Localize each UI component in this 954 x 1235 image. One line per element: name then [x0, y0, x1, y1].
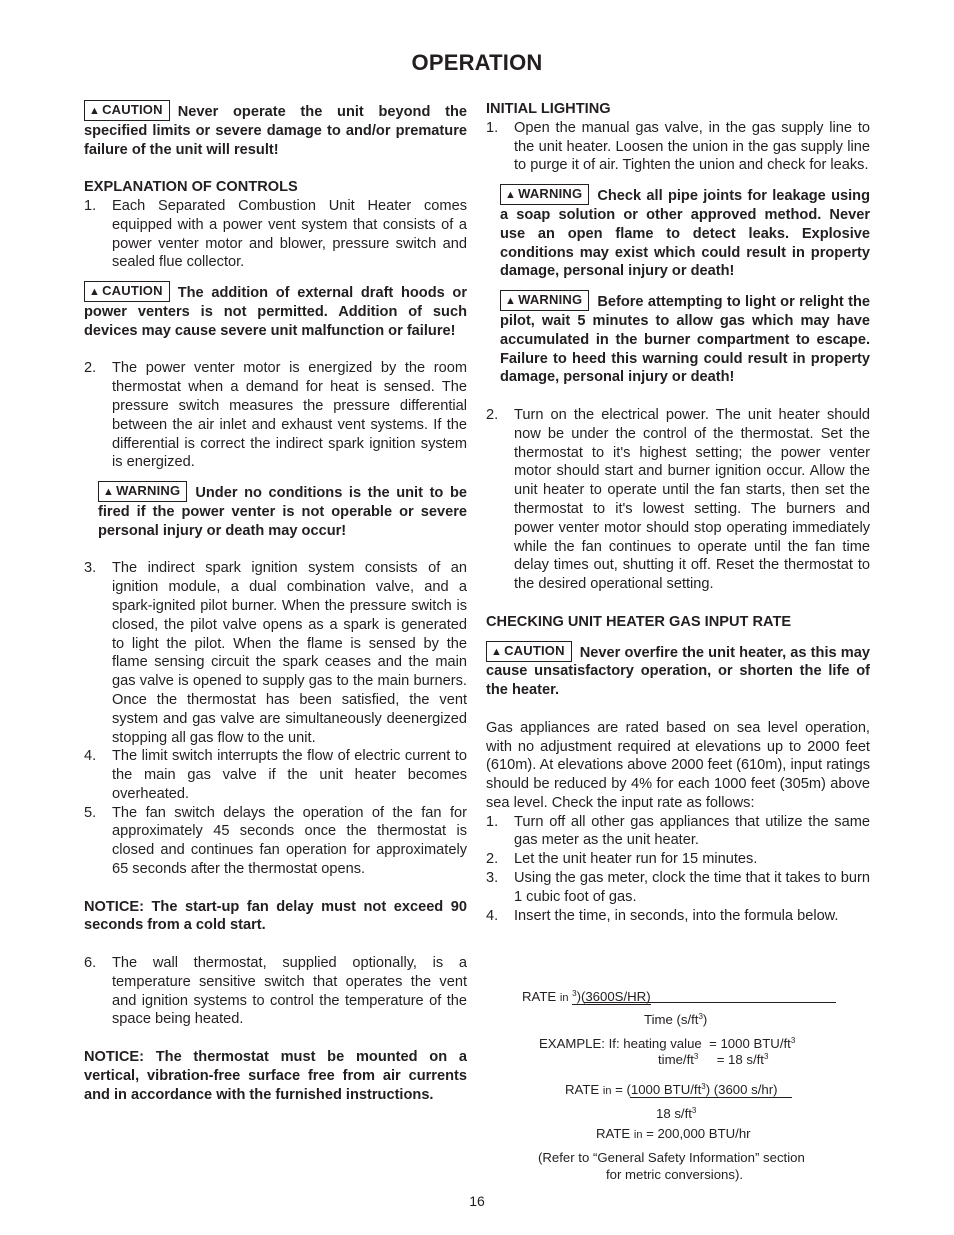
warning-triangle-icon: ▲ — [505, 189, 517, 202]
caution-badge: ▲ CAUTION — [84, 100, 170, 121]
gas-rating-paragraph: Gas appliances are rated based on sea level operation, with no adjustment required at elevations up to 2000 feet (610m). At elevations above 2000 feet (610m), input ratings should be reduced by 4% for each 1000 feet (305m) above sea level. Check the input rate as follows: — [486, 719, 870, 811]
warning-triangle-icon: ▲ — [505, 295, 517, 308]
caution-notice-operating-limits — [84, 100, 467, 159]
warning-triangle-icon: ▲ — [103, 486, 115, 499]
list-item: 4. The limit switch interrupts the flow of electric current to the main gas valve if the unit heater becomes overheated. — [84, 748, 467, 802]
metric-note-line: for metric conversions). — [606, 1167, 744, 1182]
list-item: 2. Let the unit heater run for 15 minutes. — [486, 851, 758, 868]
left-column — [84, 100, 467, 1104]
section-heading-initial-lighting: INITIAL LIGHTING — [486, 101, 611, 117]
caution-text: Never operate the unit beyond the specified limits or severe damage to and/or premature failure of the unit will result! — [84, 104, 467, 158]
section-heading-controls: EXPLANATION OF CONTROLS — [84, 179, 298, 196]
right-column — [486, 100, 870, 925]
warning-triangle-icon: ▲ — [89, 286, 101, 299]
page-title: OPERATION — [411, 50, 543, 75]
fraction-bar — [584, 1002, 836, 1003]
list-item: 2. Turn on the electrical power. The unit heater should now be under the control of the thermostat. Set the thermostat to it's highest setting; the power venter motor should start and burner ignition occur. Allow the unit heater to operate until the fan starts, then set the thermostat to it's lowest setting. The burners and power venter motor should stop operating immediately while the fan continues to operate until the fan time delay times out, shutting it off. Reset the thermostat to the desired operational setting. — [486, 406, 870, 593]
warning-text: Under no conditions is the unit to be fired if the power venter is not operable or severe personal injury or death may occur! — [98, 485, 467, 539]
formula-numerator: RATE in $^3$)(3600S/HR) — [522, 989, 651, 1004]
warning-triangle-icon: ▲ — [491, 645, 503, 658]
warning-text: Check all pipe joints for leakage using a soap solution or other approved method. Never use an open flame to detect leaks. Explosive conditions may exist which could result in property damage, personal injury or death! — [500, 188, 870, 280]
list-item: 4. Insert the time, in seconds, into the formula below. — [486, 907, 839, 924]
list-item: 1. Turn off all other gas appliances that utilize the same gas meter as the unit heater. — [486, 813, 870, 849]
warning-text: Before attempting to light or relight the pilot, wait 5 minutes to allow gas which may have accumulated in the burner compartment to escape. Failure to heed this warning could result in property damage, personal injury or death! — [500, 294, 870, 386]
section-heading-gas-input-rate: CHECKING UNIT HEATER GAS INPUT RATE — [486, 613, 792, 630]
example-rate-result: RATE in = 200,000 BTU/hr — [596, 1126, 751, 1141]
page-number: 16 — [469, 1193, 485, 1209]
warning-notice-power-venter — [98, 481, 467, 540]
example-time: time/$ft^3$ = 18 $s/ft^3$ — [658, 1052, 769, 1067]
warning-triangle-icon: ▲ — [89, 105, 101, 117]
caution-notice-draft-hoods — [84, 281, 467, 340]
list-item: 3. Using the gas meter, clock the time that it takes to burn 1 cubic foot of gas. — [486, 870, 870, 905]
list-item: 1. Each Separated Combustion Unit Heater comes equipped with a power vent system that consists of a power venter motor and blower, pressure switch and sealed flue collector. — [84, 197, 467, 271]
caution-text: Never overfire the unit heater, as this may cause unsatisfactory operation, or shorten the life of the heater. — [486, 644, 870, 699]
caution-badge: ▲ CAUTION — [486, 641, 572, 662]
list-item: 5. The fan switch delays the operation of the fan for approximately 45 seconds once the thermostat is closed and continues fan operation for approximately 65 seconds after the thermostat opens. — [84, 804, 467, 878]
caution-badge: ▲ CAUTION — [84, 281, 170, 302]
fraction-bar — [630, 1097, 792, 1098]
example-rate-numerator: RATE in = (1000 BTU/$ft^3$) (3600 s/hr) — [565, 1082, 778, 1097]
list-item: 6. The wall thermostat, supplied optionally, is a temperature sensitive switch that operates the vent and ignition systems to control the temperature of the space being heated. — [84, 955, 467, 1028]
notice-thermostat-mounting: NOTICE: The thermostat must be mounted on a vertical, vibration-free surface free from air currents and in accordance with the furnished instructions. — [84, 1049, 467, 1103]
metric-note-line: (Refer to “General Safety Information” section — [538, 1150, 805, 1165]
warning-badge: ▲ WARNING — [500, 290, 589, 311]
list-item: 3. The indirect spark ignition system consists of an ignition module, a dual combination valve, and a spark-ignited pilot burner. When the pressure switch is closed, the pilot valve opens as a spark is generated to light the pilot. When the flame is sensed by the flame sensing circuit the spark ceases and the main gas valve is opened to supply gas to the main burners. Once the thermostat has been satisfied, the vent system and gas valve are simultaneously deenergized stopping all gas flow to the unit. — [84, 560, 467, 746]
warning-badge: ▲ WARNING — [98, 481, 187, 502]
notice-fan-delay: NOTICE: The start-up fan delay must not exceed 90 seconds from a cold start. — [84, 898, 467, 934]
formula-denominator: Time $(s/ft^3)$ — [644, 1012, 708, 1027]
caution-notice-overfire — [486, 641, 870, 700]
example-rate-denominator: 18 $s/ft^3$ — [656, 1106, 697, 1121]
example-heating-value: EXAMPLE: If: heating value = 1000 BTU/$ft^3$ — [539, 1036, 796, 1051]
caution-text: The addition of external draft hoods or power venters is not permitted. Addition of such devices may cause severe unit malfunction or failure! — [84, 285, 467, 339]
list-item: 1. Open the manual gas valve, in the gas supply line to the unit heater. Loosen the union in the gas supply line to purge it of air. Tighten the union and check for leaks. — [486, 119, 870, 174]
warning-notice-leak-check — [500, 184, 870, 281]
warning-notice-relight-wait — [500, 290, 870, 387]
list-item: 2. The power venter motor is energized by the room thermostat when a demand for heat is sensed. The pressure switch measures the pressure differential between the air inlet and exhaust vent systems. If the differential is correct the indirect spark ignition system is energized. — [84, 360, 467, 471]
warning-badge: ▲ WARNING — [500, 184, 589, 205]
